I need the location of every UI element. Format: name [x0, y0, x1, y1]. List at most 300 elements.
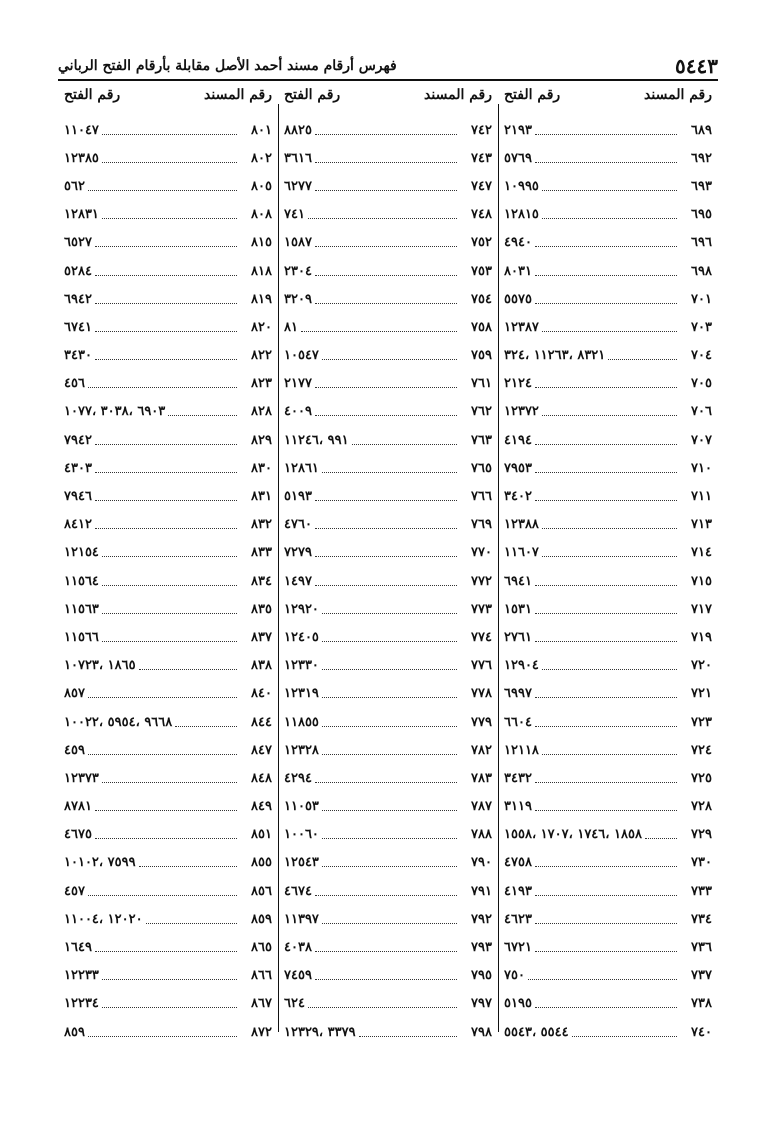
dot-leader	[95, 838, 237, 839]
musnad-number: ٧٦٣	[471, 432, 492, 448]
fath-number: ٤٧٦٠	[284, 517, 312, 533]
index-row	[498, 257, 718, 285]
index-row	[278, 1018, 498, 1046]
index-row	[498, 172, 718, 200]
musnad-number: ٨٣٢	[251, 517, 272, 533]
fath-number: ٥١٩٥	[504, 996, 532, 1012]
index-row	[58, 652, 278, 680]
fath-number: ١٢٩٢٠	[284, 601, 319, 617]
musnad-number: ٧٧٢	[471, 573, 492, 589]
musnad-number: ٧٢٠	[691, 658, 712, 674]
musnad-number: ٧٧٨	[471, 686, 492, 702]
fath-number: ٦٩٤٢	[64, 291, 92, 307]
fath-number: ١٢٨٣١	[64, 207, 99, 223]
index-row	[58, 708, 278, 736]
dot-leader	[175, 726, 237, 727]
dot-leader	[95, 951, 237, 952]
fath-number: ٢١٧٧	[284, 376, 312, 392]
musnad-number: ٨٢٨	[251, 404, 272, 420]
fath-number: ١٥٣١	[504, 601, 532, 617]
dot-leader	[95, 444, 237, 445]
musnad-number: ٧٣٧	[691, 968, 712, 984]
dot-leader	[535, 951, 677, 952]
musnad-number: ٧٧٤	[471, 629, 492, 645]
dot-leader	[535, 866, 677, 867]
fath-number: ٣٢٠٩	[284, 291, 312, 307]
dot-leader	[535, 1007, 677, 1008]
index-row	[278, 877, 498, 905]
index-row	[58, 849, 278, 877]
musnad-number: ٨٦٦	[251, 968, 272, 984]
dot-leader	[315, 190, 457, 191]
fath-number: ١٢٣٨٨	[504, 517, 539, 533]
dot-leader	[535, 641, 677, 642]
musnad-header: رقم المسند	[424, 87, 492, 103]
index-row	[498, 454, 718, 482]
fath-number: ١٦٤٩	[64, 940, 92, 956]
fath-number: ٣٤٣٢	[504, 770, 532, 786]
fath-number: ٤٠٠٩	[284, 404, 312, 420]
fath-number: ٤٥٩	[64, 742, 85, 758]
dot-leader	[168, 415, 237, 416]
fath-header: رقم الفتح	[504, 87, 561, 103]
musnad-number: ٧٤٠	[691, 1024, 712, 1040]
dot-leader	[322, 810, 457, 811]
fath-number: ٨١	[284, 319, 298, 335]
index-row	[278, 370, 498, 398]
index-row	[58, 229, 278, 257]
musnad-number: ٧٣٤	[691, 911, 712, 927]
fath-number: ١٢١١٨	[504, 742, 539, 758]
fath-number: ٣١١٩	[504, 799, 532, 815]
dot-leader	[95, 500, 237, 501]
fath-number: ٧٩٤٢	[64, 432, 92, 448]
index-row	[58, 764, 278, 792]
index-row	[58, 201, 278, 229]
musnad-number: ٧٥٩	[471, 348, 492, 364]
dot-leader	[528, 979, 677, 980]
dot-leader	[102, 979, 237, 980]
musnad-number: ٧٩٠	[471, 855, 492, 871]
fath-number: ٦٦٠٤	[504, 714, 532, 730]
fath-number: ١١٦٠٧	[504, 545, 539, 561]
index-row	[278, 454, 498, 482]
musnad-number: ٨٥٦	[251, 883, 272, 899]
fath-number: ١٢٣٧٢	[504, 404, 539, 420]
index-row	[278, 736, 498, 764]
fath-number: ١٤٩٧	[284, 573, 312, 589]
index-row	[58, 426, 278, 454]
index-row	[278, 172, 498, 200]
dot-leader	[102, 585, 237, 586]
musnad-number: ٨٣٤	[251, 573, 272, 589]
dot-leader	[315, 951, 457, 952]
dot-leader	[322, 726, 457, 727]
index-row	[498, 1018, 718, 1046]
fath-number: ٨٨٢٥	[284, 122, 312, 138]
fath-number: ٩٦٦٨ ،٥٩٥٤ ،١٠٠٢٢	[64, 714, 173, 730]
dot-leader	[95, 810, 237, 811]
index-row	[58, 1018, 278, 1046]
fath-number: ١٨٦٥ ،١٠٧٢٣	[64, 658, 136, 674]
dot-leader	[542, 754, 677, 755]
index-row	[58, 116, 278, 144]
column-header	[498, 82, 718, 108]
musnad-number: ٧٣٣	[691, 883, 712, 899]
index-row	[58, 144, 278, 172]
index-row	[278, 567, 498, 595]
musnad-number: ٧٤٨	[471, 207, 492, 223]
musnad-number: ٧٧٦	[471, 658, 492, 674]
page-header	[58, 52, 718, 80]
musnad-number: ٨٦٥	[251, 940, 272, 956]
fath-number: ٨٧٨١	[64, 799, 92, 815]
dot-leader	[315, 134, 457, 135]
index-row	[58, 482, 278, 510]
index-row	[278, 821, 498, 849]
index-row	[498, 877, 718, 905]
musnad-number: ٨٠١	[251, 122, 272, 138]
index-row	[278, 511, 498, 539]
fath-number: ٦٩٩٧	[504, 686, 532, 702]
index-row	[498, 623, 718, 651]
musnad-number: ٨٣٥	[251, 601, 272, 617]
fath-number: ٤٠٣٨	[284, 940, 312, 956]
index-row	[498, 905, 718, 933]
dot-leader	[88, 1036, 237, 1037]
column-rows	[498, 116, 718, 1046]
index-row	[498, 567, 718, 595]
musnad-number: ٨٠٨	[251, 207, 272, 223]
index-row	[498, 990, 718, 1018]
musnad-header: رقم المسند	[644, 87, 712, 103]
musnad-number: ٧٦٩	[471, 517, 492, 533]
fath-number: ١٢٣٢٨	[284, 742, 319, 758]
dot-leader	[322, 669, 457, 670]
musnad-number: ٧١٩	[691, 629, 712, 645]
musnad-number: ٨٣٣	[251, 545, 272, 561]
dot-leader	[535, 444, 677, 445]
index-row	[278, 313, 498, 341]
index-column	[58, 82, 278, 1040]
musnad-number: ٧٦٦	[471, 489, 492, 505]
dot-leader	[322, 472, 457, 473]
dot-leader	[535, 303, 677, 304]
musnad-number: ٧١٤	[691, 545, 712, 561]
musnad-number: ٧٦٢	[471, 404, 492, 420]
dot-leader	[102, 218, 237, 219]
musnad-number: ٧٢١	[691, 686, 712, 702]
musnad-number: ٧٠٣	[691, 319, 712, 335]
dot-leader	[535, 923, 677, 924]
dot-leader	[95, 472, 237, 473]
fath-header: رقم الفتح	[64, 87, 121, 103]
musnad-number: ٧١٥	[691, 573, 712, 589]
index-row	[278, 342, 498, 370]
dot-leader	[535, 726, 677, 727]
dot-leader	[102, 1007, 237, 1008]
fath-number: ٨٣٢١ ،١١٢٦٣ ،٣٢٤	[504, 348, 606, 364]
musnad-number: ٨١٩	[251, 291, 272, 307]
fath-number: ٢٧٦١	[504, 629, 532, 645]
musnad-number: ٨٢٢	[251, 348, 272, 364]
fath-number: ٧٢٧٩	[284, 545, 312, 561]
dot-leader	[315, 387, 457, 388]
musnad-number: ٧٤٢	[471, 122, 492, 138]
index-row	[58, 398, 278, 426]
fath-number: ٨٥٩	[64, 1024, 85, 1040]
musnad-number: ٦٩٣	[691, 178, 712, 194]
dot-leader	[102, 782, 237, 783]
musnad-number: ٨٤٠	[251, 686, 272, 702]
index-row	[278, 482, 498, 510]
musnad-number: ٧٥٨	[471, 319, 492, 335]
fath-number: ٤١٩٤	[504, 432, 532, 448]
fath-number: ٧٥٩٩ ،١٠١٠٢	[64, 855, 136, 871]
fath-number: ١١٠٥٣	[284, 799, 319, 815]
fath-number: ١٠٩٩٥	[504, 178, 539, 194]
index-row	[278, 680, 498, 708]
index-row	[278, 398, 498, 426]
fath-number: ١٢٨٦١	[284, 460, 319, 476]
musnad-number: ٧٣٠	[691, 855, 712, 871]
musnad-number: ٨٠٥	[251, 178, 272, 194]
dot-leader	[315, 556, 457, 557]
dot-leader	[102, 162, 237, 163]
fath-number: ٤٧٥٨	[504, 855, 532, 871]
musnad-number: ٧١٠	[691, 460, 712, 476]
index-row	[58, 990, 278, 1018]
fath-number: ١٢٣٣٠	[284, 658, 319, 674]
dot-leader	[542, 556, 677, 557]
dot-leader	[322, 923, 457, 924]
musnad-number: ٧٠٥	[691, 376, 712, 392]
index-row	[278, 229, 498, 257]
fath-number: ٣٤٠٢	[504, 489, 532, 505]
musnad-number: ٧٩٢	[471, 911, 492, 927]
dot-leader	[95, 528, 237, 529]
musnad-number: ٧٠٤	[691, 348, 712, 364]
dot-leader	[315, 895, 457, 896]
fath-number: ٦٧٢١	[504, 940, 532, 956]
index-row	[278, 652, 498, 680]
index-row	[58, 567, 278, 595]
musnad-number: ٧٨٨	[471, 827, 492, 843]
fath-number: ١٢٣٧٣	[64, 770, 99, 786]
fath-number: ٨٠٣١	[504, 263, 532, 279]
musnad-number: ٧٢٤	[691, 742, 712, 758]
musnad-number: ٦٩٨	[691, 263, 712, 279]
musnad-number: ٦٩٥	[691, 207, 712, 223]
index-row	[278, 793, 498, 821]
index-column	[278, 82, 498, 1040]
dot-leader	[608, 359, 677, 360]
index-row	[498, 821, 718, 849]
musnad-number: ٧٣٨	[691, 996, 712, 1012]
musnad-number: ٧٢٣	[691, 714, 712, 730]
fath-number: ٧٤٥٩	[284, 968, 312, 984]
musnad-number: ٨٤٧	[251, 742, 272, 758]
fath-number: ٦٥٢٧	[64, 235, 92, 251]
index-row	[58, 595, 278, 623]
musnad-number: ٨٣٨	[251, 658, 272, 674]
fath-number: ٣٤٣٠	[64, 348, 92, 364]
index-row	[58, 680, 278, 708]
fath-number: ٦٢٧٧	[284, 178, 312, 194]
fath-number: ٦٧٤١	[64, 319, 92, 335]
musnad-number: ٨٠٢	[251, 150, 272, 166]
musnad-number: ٧١٣	[691, 517, 712, 533]
fath-number: ٤٦٧٥	[64, 827, 92, 843]
musnad-number: ٨٣٧	[251, 629, 272, 645]
index-row	[278, 257, 498, 285]
header-rule	[58, 79, 718, 81]
fath-number: ٢١٩٣	[504, 122, 532, 138]
fath-number: ٥٥٧٥	[504, 291, 532, 307]
fath-number: ٨٤١٢	[64, 517, 92, 533]
fath-number: ١١٨٥٥	[284, 714, 319, 730]
musnad-number: ٧٧٠	[471, 545, 492, 561]
musnad-header: رقم المسند	[204, 87, 272, 103]
dot-leader	[139, 866, 237, 867]
index-row	[278, 285, 498, 313]
index-row	[498, 370, 718, 398]
fath-number: ١١٣٩٧	[284, 911, 319, 927]
dot-leader	[315, 415, 457, 416]
index-row	[58, 342, 278, 370]
index-row	[58, 877, 278, 905]
musnad-number: ٨٢٩	[251, 432, 272, 448]
dot-leader	[301, 331, 457, 332]
musnad-number: ٧٩٨	[471, 1024, 492, 1040]
dot-leader	[315, 246, 457, 247]
fath-number: ٥٦٢	[64, 178, 85, 194]
page-number: ٥٤٤٣	[675, 54, 718, 78]
dot-leader	[308, 1007, 457, 1008]
musnad-number: ٧٩٥	[471, 968, 492, 984]
dot-leader	[535, 613, 677, 614]
dot-leader	[315, 585, 457, 586]
index-row	[278, 144, 498, 172]
musnad-number: ٨٥٥	[251, 855, 272, 871]
index-row	[58, 623, 278, 651]
dot-leader	[146, 923, 237, 924]
dot-leader	[352, 444, 457, 445]
dot-leader	[322, 613, 457, 614]
fath-number: ٥٢٨٤	[64, 263, 92, 279]
index-row	[498, 764, 718, 792]
musnad-number: ٧٥٣	[471, 263, 492, 279]
musnad-number: ٧٩١	[471, 883, 492, 899]
fath-number: ١٨٥٨ ،١٧٤٦ ،١٧٠٧ ،١٥٥٨	[504, 827, 642, 843]
fath-number: ٧٥٠	[504, 968, 525, 984]
dot-leader	[322, 866, 457, 867]
musnad-number: ٦٩٦	[691, 235, 712, 251]
dot-leader	[315, 275, 457, 276]
index-row	[498, 285, 718, 313]
fath-number: ١١٥٦٦	[64, 629, 99, 645]
fath-number: ٥٧٦٩	[504, 150, 532, 166]
fath-number: ١١٠٤٧	[64, 122, 99, 138]
musnad-number: ٧٧٩	[471, 714, 492, 730]
index-row	[58, 933, 278, 961]
fath-number: ١٢٠٢٠ ،١١٠٠٤	[64, 911, 143, 927]
fath-number: ١٢٩٠٤	[504, 658, 539, 674]
fath-number: ٤٩٤٠	[504, 235, 532, 251]
index-row	[498, 595, 718, 623]
musnad-number: ٧٦١	[471, 376, 492, 392]
dot-leader	[535, 895, 677, 896]
dot-leader	[88, 190, 237, 191]
dot-leader	[315, 782, 457, 783]
dot-leader	[315, 528, 457, 529]
index-row	[58, 793, 278, 821]
musnad-number: ٧٠١	[691, 291, 712, 307]
musnad-number: ٧٠٦	[691, 404, 712, 420]
index-row	[58, 539, 278, 567]
index-row	[278, 708, 498, 736]
dot-leader	[315, 162, 457, 163]
musnad-number: ٧١١	[691, 489, 712, 505]
column-divider	[498, 104, 499, 1032]
dot-leader	[315, 979, 457, 980]
dot-leader	[542, 331, 677, 332]
musnad-number: ٨٤٨	[251, 770, 272, 786]
fath-number: ١٠٥٤٧	[284, 348, 319, 364]
fath-number: ٤١٩٣	[504, 883, 532, 899]
dot-leader	[95, 246, 237, 247]
dot-leader	[139, 669, 237, 670]
column-rows	[58, 116, 278, 1046]
index-row	[498, 511, 718, 539]
index-row	[498, 229, 718, 257]
index-column	[498, 82, 718, 1040]
fath-number: ٧٩٥٣	[504, 460, 532, 476]
index-row	[498, 793, 718, 821]
dot-leader	[535, 697, 677, 698]
dot-leader	[645, 838, 677, 839]
dot-leader	[535, 585, 677, 586]
dot-leader	[95, 275, 237, 276]
fath-number: ٤٥٧	[64, 883, 85, 899]
dot-leader	[322, 754, 457, 755]
dot-leader	[95, 303, 237, 304]
musnad-number: ٧٢٨	[691, 799, 712, 815]
musnad-number: ٧٧٣	[471, 601, 492, 617]
index-row	[278, 849, 498, 877]
index-row	[58, 172, 278, 200]
index-row	[58, 821, 278, 849]
index-row	[278, 764, 498, 792]
fath-number: ١٢٣٨٧	[504, 319, 539, 335]
index-row	[278, 962, 498, 990]
dot-leader	[535, 134, 677, 135]
fath-number: ٤٦٧٤	[284, 883, 312, 899]
musnad-number: ٧٩٣	[471, 940, 492, 956]
fath-number: ١٠٠٦٠	[284, 827, 319, 843]
dot-leader	[322, 697, 457, 698]
fath-number: ١١٥٦٣	[64, 601, 99, 617]
index-row	[58, 905, 278, 933]
index-row	[498, 539, 718, 567]
musnad-number: ٨٤٩	[251, 799, 272, 815]
fath-number: ٦٢٤	[284, 996, 305, 1012]
dot-leader	[95, 359, 237, 360]
musnad-number: ٧٣٦	[691, 940, 712, 956]
dot-leader	[535, 500, 677, 501]
dot-leader	[102, 641, 237, 642]
dot-leader	[88, 895, 237, 896]
